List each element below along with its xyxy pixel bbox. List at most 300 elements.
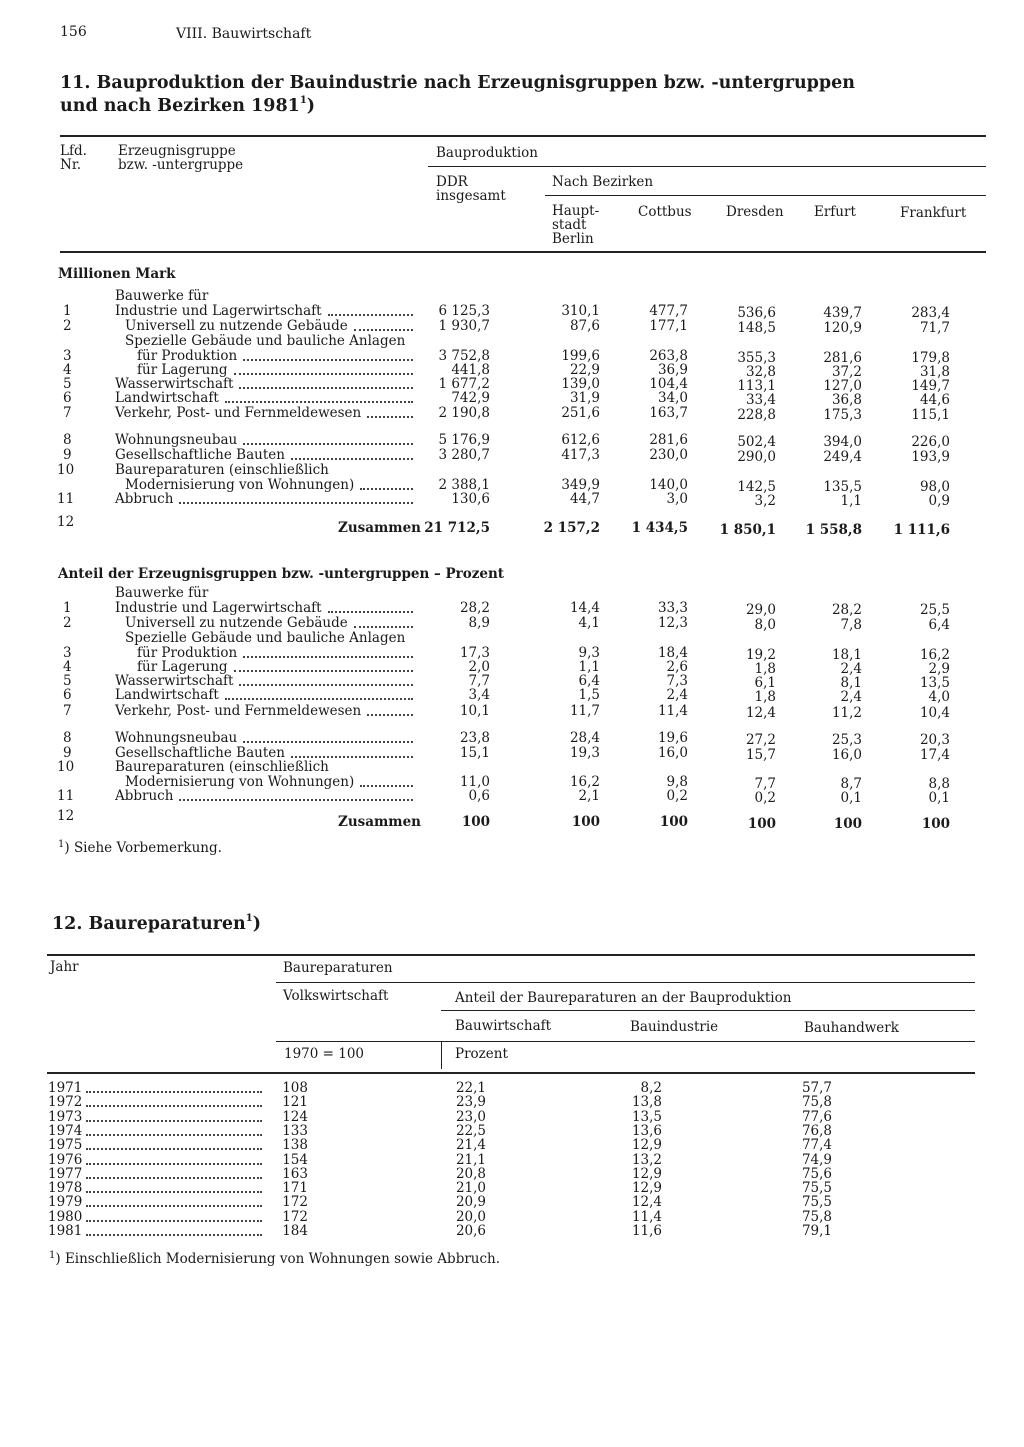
cell-erfurt: 11,2 bbox=[831, 705, 862, 721]
dot-leader bbox=[239, 684, 413, 686]
cell-ddr-insgesamt: 15,1 bbox=[459, 745, 490, 761]
col-header-bauwirtschaft: Bauwirtschaft bbox=[455, 1018, 552, 1034]
row-label: Industrie und Lagerwirtschaft bbox=[115, 600, 322, 616]
cell-berlin: 28,4 bbox=[569, 730, 600, 746]
cell-ddr-insgesamt: 1 677,2 bbox=[438, 376, 490, 392]
dot-leader bbox=[243, 359, 413, 361]
cell-volkswirtschaft: 172 bbox=[282, 1208, 308, 1225]
cell-berlin: 100 bbox=[571, 814, 600, 830]
cell-dresden: 502,4 bbox=[737, 434, 776, 450]
row-label: Gesellschaftliche Bauten bbox=[115, 447, 285, 463]
row-number: 9 bbox=[63, 745, 72, 761]
cell-volkswirtschaft: 138 bbox=[282, 1137, 308, 1154]
row-label: Verkehr, Post- und Fernmeldewesen bbox=[115, 703, 362, 719]
cell-bauwirtschaft: 20,8 bbox=[455, 1165, 486, 1182]
row-number: 5 bbox=[63, 376, 72, 392]
dot-leader bbox=[367, 714, 413, 716]
cell-frankfurt: 2,9 bbox=[928, 661, 950, 677]
cell-volkswirtschaft: 163 bbox=[282, 1165, 308, 1182]
cell-bauwirtschaft: 20,9 bbox=[455, 1194, 486, 1211]
col-header-bauproduktion: Bauproduktion bbox=[436, 145, 538, 161]
cell-volkswirtschaft: 121 bbox=[282, 1094, 308, 1111]
cell-dresden: 15,7 bbox=[745, 747, 776, 763]
col-header-ddr: DDR bbox=[436, 174, 468, 190]
col-header-baureparaturen: Baureparaturen bbox=[283, 960, 393, 976]
row-label: Universell zu nutzende Gebäude bbox=[125, 318, 348, 334]
cell-ddr-insgesamt: 7,7 bbox=[468, 673, 490, 689]
col-header-cottbus: Cottbus bbox=[638, 204, 692, 220]
cell-frankfurt: 20,3 bbox=[919, 732, 950, 748]
t12-header-rule-3 bbox=[276, 1041, 975, 1042]
dot-leader bbox=[367, 416, 413, 418]
cell-frankfurt: 0,9 bbox=[928, 493, 950, 509]
cell-berlin: 16,2 bbox=[569, 774, 600, 790]
dot-leader bbox=[243, 443, 413, 445]
cell-bauwirtschaft: 20,6 bbox=[455, 1223, 486, 1239]
row-number: 8 bbox=[63, 432, 72, 448]
row-number: 2 bbox=[63, 318, 72, 334]
col-header-berlin-2: stadt bbox=[552, 217, 587, 233]
row-number: 7 bbox=[63, 703, 72, 719]
col-header-jahr: Jahr bbox=[50, 959, 79, 975]
cell-erfurt: 1 558,8 bbox=[805, 522, 862, 538]
unit-prozent: Prozent bbox=[455, 1046, 508, 1062]
cell-berlin: 199,6 bbox=[561, 348, 600, 364]
row-label: Abbruch bbox=[115, 788, 174, 804]
cell-berlin: 1,5 bbox=[578, 687, 600, 703]
cell-frankfurt: 149,7 bbox=[911, 378, 950, 394]
cell-ddr-insgesamt: 2,0 bbox=[468, 659, 490, 675]
cell-ddr-insgesamt: 3 752,8 bbox=[438, 348, 490, 364]
cell-dresden: 33,4 bbox=[745, 392, 776, 408]
cell-bauwirtschaft: 22,1 bbox=[455, 1080, 486, 1096]
table12-top-rule bbox=[47, 954, 975, 956]
cell-frankfurt: 8,8 bbox=[928, 776, 950, 792]
cell-cottbus: 7,3 bbox=[666, 673, 688, 689]
row-label: Landwirtschaft bbox=[115, 687, 219, 703]
cell-ddr-insgesamt: 3,4 bbox=[468, 687, 490, 703]
cell-cottbus: 16,0 bbox=[657, 745, 688, 761]
cell-bauwirtschaft: 21,1 bbox=[455, 1151, 486, 1168]
t12-unit-divider bbox=[441, 1041, 442, 1069]
cell-frankfurt: 71,7 bbox=[919, 320, 950, 336]
cell-berlin: 9,3 bbox=[578, 645, 600, 661]
table12-footnote: $^1$) Einschließlich Modernisierung von Wohnungen sowie Abbruch. bbox=[49, 1250, 501, 1267]
cell-cottbus: 2,4 bbox=[666, 687, 688, 703]
year-label: 1975 bbox=[48, 1137, 83, 1154]
cell-dresden: 7,7 bbox=[754, 776, 776, 792]
row-number: 4 bbox=[63, 659, 72, 675]
cell-frankfurt: 115,1 bbox=[911, 407, 950, 423]
dot-leader bbox=[225, 698, 413, 700]
cell-frankfurt: 226,0 bbox=[911, 434, 950, 450]
row-label: Wohnungsneubau bbox=[115, 730, 238, 746]
row-label: Modernisierung von Wohnungen) bbox=[125, 477, 355, 493]
cell-erfurt: 16,0 bbox=[831, 747, 862, 763]
cell-erfurt: 127,0 bbox=[823, 378, 862, 394]
cell-erfurt: 439,7 bbox=[823, 305, 862, 321]
cell-erfurt: 175,3 bbox=[823, 407, 862, 423]
cell-bauindustrie: 8,2 bbox=[640, 1080, 662, 1096]
cell-berlin: 349,9 bbox=[561, 477, 600, 493]
dot-leader bbox=[86, 1091, 262, 1093]
cell-bauhandwerk: 75,8 bbox=[801, 1094, 832, 1111]
dot-leader bbox=[86, 1105, 262, 1107]
cell-ddr-insgesamt: 11,0 bbox=[459, 774, 490, 790]
col-header-volkswirtschaft: Volkswirtschaft bbox=[283, 988, 389, 1004]
cell-berlin: 31,9 bbox=[569, 390, 600, 406]
cell-dresden: 19,2 bbox=[745, 647, 776, 663]
cell-berlin: 417,3 bbox=[561, 447, 600, 463]
dot-leader bbox=[291, 756, 413, 758]
cell-berlin: 11,7 bbox=[569, 703, 600, 719]
cell-erfurt: 0,1 bbox=[840, 790, 862, 806]
cell-cottbus: 100 bbox=[659, 814, 688, 830]
cell-ddr-insgesamt: 742,9 bbox=[451, 390, 490, 406]
cell-erfurt: 100 bbox=[833, 816, 862, 832]
cell-dresden: 536,6 bbox=[737, 305, 776, 321]
row-label: Abbruch bbox=[115, 491, 174, 507]
cell-erfurt: 2,4 bbox=[840, 661, 862, 677]
cell-bauindustrie: 13,5 bbox=[631, 1108, 662, 1125]
cell-bauwirtschaft: 23,0 bbox=[455, 1108, 486, 1125]
header-bottom-rule bbox=[60, 251, 986, 253]
cell-erfurt: 37,2 bbox=[831, 364, 862, 380]
cell-bauindustrie: 13,8 bbox=[631, 1094, 662, 1111]
dot-leader bbox=[225, 401, 413, 403]
row-label: Modernisierung von Wohnungen) bbox=[125, 774, 355, 790]
year-label: 1973 bbox=[48, 1108, 83, 1125]
cell-cottbus: 33,3 bbox=[657, 600, 688, 616]
cell-ddr-insgesamt: 100 bbox=[461, 814, 490, 830]
table11-top-rule bbox=[60, 135, 986, 137]
cell-erfurt: 281,6 bbox=[823, 350, 862, 366]
row-label: für Lagerung bbox=[137, 362, 228, 378]
t12-header-rule-1 bbox=[276, 982, 975, 983]
cell-cottbus: 230,0 bbox=[649, 447, 688, 463]
cell-volkswirtschaft: 172 bbox=[282, 1194, 308, 1211]
cell-bauwirtschaft: 21,4 bbox=[455, 1137, 486, 1154]
cell-bauwirtschaft: 23,9 bbox=[455, 1094, 486, 1111]
dot-leader bbox=[328, 314, 413, 316]
cell-bauhandwerk: 57,7 bbox=[801, 1080, 832, 1096]
year-label: 1981 bbox=[48, 1223, 83, 1239]
cell-frankfurt: 4,0 bbox=[928, 689, 950, 705]
cell-ddr-insgesamt: 1 930,7 bbox=[438, 318, 490, 334]
row-label: Wasserwirtschaft bbox=[115, 376, 234, 392]
cell-frankfurt: 179,8 bbox=[911, 350, 950, 366]
dot-leader bbox=[360, 785, 413, 787]
cell-cottbus: 0,2 bbox=[666, 788, 688, 804]
cell-dresden: 27,2 bbox=[745, 732, 776, 748]
col-header-berlin-3: Berlin bbox=[552, 231, 594, 247]
dot-leader bbox=[360, 488, 413, 490]
cell-bauindustrie: 12,4 bbox=[631, 1194, 662, 1211]
cell-bauhandwerk: 74,9 bbox=[801, 1151, 832, 1168]
cell-bauhandwerk: 75,8 bbox=[801, 1208, 832, 1225]
year-label: 1977 bbox=[48, 1165, 83, 1182]
dot-leader bbox=[243, 741, 413, 743]
cell-erfurt: 28,2 bbox=[831, 602, 862, 618]
cell-cottbus: 140,0 bbox=[649, 477, 688, 493]
cell-dresden: 6,1 bbox=[754, 675, 776, 691]
t12-header-rule-2 bbox=[441, 1010, 975, 1011]
row-label: für Lagerung bbox=[137, 659, 228, 675]
cell-erfurt: 8,7 bbox=[840, 776, 862, 792]
cell-berlin: 612,6 bbox=[561, 432, 600, 448]
cell-erfurt: 394,0 bbox=[823, 434, 862, 450]
row-label: Zusammen bbox=[338, 814, 421, 830]
col-header-berlin-1: Haupt- bbox=[552, 203, 600, 219]
table11-title-line2: und nach Bezirken 1981$^1$) bbox=[60, 95, 316, 116]
row-number: 6 bbox=[63, 390, 72, 406]
col-header-gruppe: Erzeugnisgruppe bbox=[118, 143, 236, 159]
cell-frankfurt: 193,9 bbox=[911, 449, 950, 465]
cell-dresden: 32,8 bbox=[745, 364, 776, 380]
cell-bauhandwerk: 76,8 bbox=[801, 1122, 832, 1139]
cell-dresden: 12,4 bbox=[745, 705, 776, 721]
cell-ddr-insgesamt: 23,8 bbox=[459, 730, 490, 746]
cell-berlin: 1,1 bbox=[578, 659, 600, 675]
cell-cottbus: 477,7 bbox=[649, 303, 688, 319]
cell-frankfurt: 17,4 bbox=[919, 747, 950, 763]
cell-dresden: 8,0 bbox=[754, 617, 776, 633]
row-number: 9 bbox=[63, 447, 72, 463]
cell-frankfurt: 6,4 bbox=[928, 617, 950, 633]
row-number: 12 bbox=[57, 514, 75, 530]
row-label: Baureparaturen (einschließlich bbox=[115, 462, 329, 478]
year-label: 1976 bbox=[48, 1151, 83, 1168]
cell-ddr-insgesamt: 130,6 bbox=[451, 491, 490, 507]
cell-bauwirtschaft: 21,0 bbox=[455, 1180, 486, 1197]
cell-bauindustrie: 11,4 bbox=[631, 1208, 662, 1225]
col-header-bauhandwerk: Bauhandwerk bbox=[804, 1020, 899, 1036]
cell-bauindustrie: 12,9 bbox=[631, 1165, 662, 1182]
cell-bauhandwerk: 79,1 bbox=[801, 1223, 832, 1239]
cell-ddr-insgesamt: 3 280,7 bbox=[438, 447, 490, 463]
cell-erfurt: 2,4 bbox=[840, 689, 862, 705]
col-header-bauindustrie: Bauindustrie bbox=[630, 1019, 719, 1035]
cell-cottbus: 3,0 bbox=[666, 491, 688, 507]
cell-cottbus: 263,8 bbox=[649, 348, 688, 364]
col-header-nach-bezirken: Nach Bezirken bbox=[552, 174, 654, 190]
cell-dresden: 1 850,1 bbox=[719, 522, 776, 538]
year-label: 1980 bbox=[48, 1208, 83, 1225]
header-rule-1 bbox=[428, 166, 986, 167]
cell-dresden: 148,5 bbox=[737, 320, 776, 336]
year-label: 1974 bbox=[48, 1122, 83, 1139]
cell-bauindustrie: 11,6 bbox=[631, 1223, 662, 1239]
col-header-lfd: Lfd. bbox=[60, 143, 87, 159]
t12-header-bottom-rule bbox=[47, 1072, 975, 1074]
cell-erfurt: 249,4 bbox=[823, 449, 862, 465]
row-label: Industrie und Lagerwirtschaft bbox=[115, 303, 322, 319]
row-number: 10 bbox=[57, 759, 75, 775]
cell-dresden: 355,3 bbox=[737, 350, 776, 366]
row-number: 3 bbox=[63, 348, 72, 364]
cell-erfurt: 8,1 bbox=[840, 675, 862, 691]
cell-frankfurt: 283,4 bbox=[911, 305, 950, 321]
cell-cottbus: 12,3 bbox=[657, 615, 688, 631]
cell-cottbus: 2,6 bbox=[666, 659, 688, 675]
cell-ddr-insgesamt: 21 712,5 bbox=[424, 520, 490, 536]
cell-erfurt: 36,8 bbox=[831, 392, 862, 408]
dot-leader bbox=[86, 1177, 262, 1179]
row-number: 3 bbox=[63, 645, 72, 661]
cell-berlin: 310,1 bbox=[561, 303, 600, 319]
row-label: für Produktion bbox=[137, 348, 238, 364]
cell-dresden: 113,1 bbox=[737, 378, 776, 394]
dot-leader bbox=[234, 670, 413, 672]
cell-dresden: 290,0 bbox=[737, 449, 776, 465]
row-label: Verkehr, Post- und Fernmeldewesen bbox=[115, 405, 362, 421]
row-label: Gesellschaftliche Bauten bbox=[115, 745, 285, 761]
cell-frankfurt: 16,2 bbox=[919, 647, 950, 663]
dot-leader bbox=[291, 458, 413, 460]
cell-ddr-insgesamt: 6 125,3 bbox=[438, 303, 490, 319]
row-label: Zusammen bbox=[338, 520, 421, 536]
col-header-dresden: Dresden bbox=[726, 204, 784, 220]
cell-dresden: 29,0 bbox=[745, 602, 776, 618]
cell-berlin: 22,9 bbox=[569, 362, 600, 378]
cell-bauhandwerk: 75,5 bbox=[801, 1194, 832, 1211]
cell-frankfurt: 1 111,6 bbox=[893, 522, 950, 538]
cell-bauhandwerk: 77,4 bbox=[801, 1137, 832, 1154]
cell-cottbus: 9,8 bbox=[666, 774, 688, 790]
cell-frankfurt: 100 bbox=[921, 816, 950, 832]
cell-cottbus: 104,4 bbox=[649, 376, 688, 392]
col-header-anteil: Anteil der Baureparaturen an der Bauproduktion bbox=[455, 990, 792, 1006]
dot-leader bbox=[328, 611, 413, 613]
row-label: für Produktion bbox=[137, 645, 238, 661]
cell-berlin: 44,7 bbox=[569, 491, 600, 507]
dot-leader bbox=[179, 799, 413, 801]
cell-berlin: 19,3 bbox=[569, 745, 600, 761]
cell-berlin: 4,1 bbox=[578, 615, 600, 631]
cell-berlin: 2 157,2 bbox=[543, 520, 600, 536]
row-number: 2 bbox=[63, 615, 72, 631]
col-header-untergruppe: bzw. -untergruppe bbox=[118, 157, 244, 173]
cell-frankfurt: 13,5 bbox=[919, 675, 950, 691]
cell-cottbus: 18,4 bbox=[657, 645, 688, 661]
row-number: 8 bbox=[63, 730, 72, 746]
dot-leader bbox=[354, 329, 413, 331]
row-label: Universell zu nutzende Gebäude bbox=[125, 615, 348, 631]
row-label: Landwirtschaft bbox=[115, 390, 219, 406]
cell-ddr-insgesamt: 5 176,9 bbox=[438, 432, 490, 448]
dot-leader bbox=[243, 656, 413, 658]
cell-dresden: 0,2 bbox=[754, 790, 776, 806]
col-header-erfurt: Erfurt bbox=[814, 204, 856, 220]
year-label: 1978 bbox=[48, 1180, 83, 1197]
row-number: 4 bbox=[63, 362, 72, 378]
header-rule-2 bbox=[545, 195, 986, 196]
cell-erfurt: 18,1 bbox=[831, 647, 862, 663]
cell-frankfurt: 10,4 bbox=[919, 705, 950, 721]
chapter-title: VIII. Bauwirtschaft bbox=[176, 26, 312, 42]
cell-frankfurt: 0,1 bbox=[928, 790, 950, 806]
cell-dresden: 1,8 bbox=[754, 661, 776, 677]
cell-volkswirtschaft: 154 bbox=[282, 1151, 308, 1168]
dot-leader bbox=[86, 1205, 262, 1207]
row-number: 11 bbox=[57, 788, 75, 804]
unit-index: 1970 = 100 bbox=[284, 1046, 365, 1062]
dot-leader bbox=[234, 373, 413, 375]
row-label: Spezielle Gebäude und bauliche Anlagen bbox=[125, 630, 406, 646]
dot-leader bbox=[86, 1220, 262, 1222]
cell-ddr-insgesamt: 10,1 bbox=[459, 703, 490, 719]
dot-leader bbox=[86, 1191, 262, 1193]
cell-volkswirtschaft: 108 bbox=[282, 1080, 308, 1096]
cell-frankfurt: 25,5 bbox=[919, 602, 950, 618]
row-number: 6 bbox=[63, 687, 72, 703]
cell-volkswirtschaft: 133 bbox=[282, 1122, 308, 1139]
cell-cottbus: 163,7 bbox=[649, 405, 688, 421]
cell-cottbus: 1 434,5 bbox=[631, 520, 688, 536]
cell-erfurt: 25,3 bbox=[831, 732, 862, 748]
cell-frankfurt: 31,8 bbox=[919, 364, 950, 380]
dot-leader bbox=[354, 626, 413, 628]
dot-leader bbox=[86, 1163, 262, 1165]
page-number: 156 bbox=[60, 24, 87, 40]
cell-bauhandwerk: 75,6 bbox=[801, 1165, 832, 1182]
year-label: 1971 bbox=[48, 1080, 83, 1096]
cell-ddr-insgesamt: 8,9 bbox=[468, 615, 490, 631]
col-header-frankfurt: Frankfurt bbox=[900, 205, 967, 221]
cell-berlin: 251,6 bbox=[561, 405, 600, 421]
cell-volkswirtschaft: 124 bbox=[282, 1108, 308, 1125]
row-number: 5 bbox=[63, 673, 72, 689]
cell-frankfurt: 44,6 bbox=[919, 392, 950, 408]
row-number: 1 bbox=[63, 303, 72, 319]
cell-berlin: 6,4 bbox=[578, 673, 600, 689]
cell-erfurt: 120,9 bbox=[823, 320, 862, 336]
cell-bauindustrie: 12,9 bbox=[631, 1137, 662, 1154]
cell-bauindustrie: 13,2 bbox=[631, 1151, 662, 1168]
cell-bauhandwerk: 77,6 bbox=[801, 1108, 832, 1125]
section-label-anteil-prozent: Anteil der Erzeugnisgruppen bzw. -untergruppen – Prozent bbox=[58, 566, 505, 582]
cell-erfurt: 135,5 bbox=[823, 479, 862, 495]
row-number: 1 bbox=[63, 600, 72, 616]
cell-dresden: 100 bbox=[747, 816, 776, 832]
row-number: 10 bbox=[57, 462, 75, 478]
cell-dresden: 1,8 bbox=[754, 689, 776, 705]
cell-bauwirtschaft: 22,5 bbox=[455, 1122, 486, 1139]
year-label: 1979 bbox=[48, 1194, 83, 1211]
cell-ddr-insgesamt: 2 388,1 bbox=[438, 477, 490, 493]
cell-ddr-insgesamt: 441,8 bbox=[451, 362, 490, 378]
row-number: 7 bbox=[63, 405, 72, 421]
row-label: Baureparaturen (einschließlich bbox=[115, 759, 329, 775]
row-label: Bauwerke für bbox=[115, 585, 209, 601]
cell-frankfurt: 98,0 bbox=[919, 479, 950, 495]
cell-bauindustrie: 13,6 bbox=[631, 1122, 662, 1139]
cell-berlin: 14,4 bbox=[569, 600, 600, 616]
col-header-nr: Nr. bbox=[60, 157, 82, 173]
cell-volkswirtschaft: 184 bbox=[282, 1223, 308, 1239]
cell-cottbus: 34,0 bbox=[657, 390, 688, 406]
cell-erfurt: 1,1 bbox=[840, 493, 862, 509]
cell-ddr-insgesamt: 17,3 bbox=[459, 645, 490, 661]
cell-bauwirtschaft: 20,0 bbox=[455, 1208, 486, 1225]
cell-berlin: 87,6 bbox=[569, 318, 600, 334]
section-label-millionen-mark: Millionen Mark bbox=[58, 266, 176, 282]
cell-cottbus: 11,4 bbox=[657, 703, 688, 719]
dot-leader bbox=[86, 1120, 262, 1122]
table12-title: 12. Baureparaturen$^1$) bbox=[52, 913, 262, 934]
cell-cottbus: 281,6 bbox=[649, 432, 688, 448]
col-header-insgesamt: insgesamt bbox=[436, 188, 506, 204]
